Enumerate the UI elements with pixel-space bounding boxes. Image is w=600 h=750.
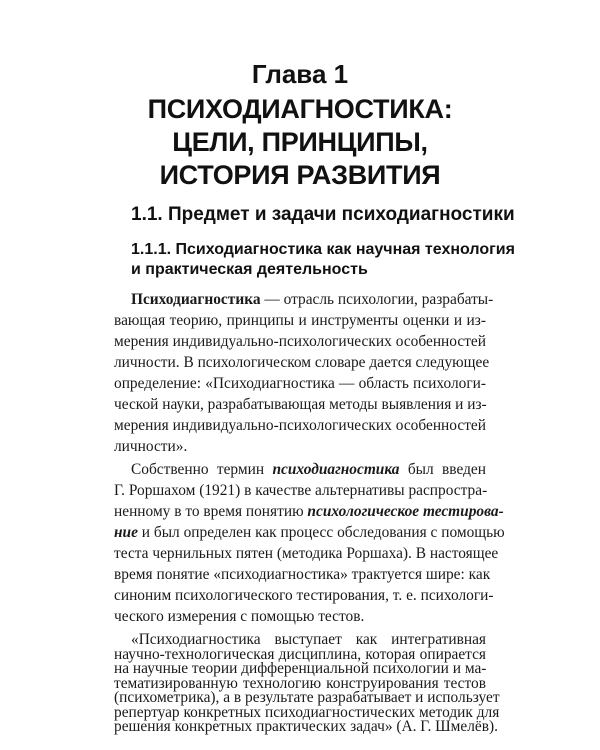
- paragraph-2-line: синоним психологического тестирования, т. е. психологи-: [114, 587, 494, 604]
- term-emphasis: ние: [114, 524, 138, 541]
- paragraph-2-line: [114, 501, 504, 522]
- paragraph-3-line: репертуар конкретных психодиагностических методик для: [114, 703, 500, 721]
- term-psychodiagnostics: Психодиагностика: [131, 291, 261, 308]
- text-run: и был определен как процесс обследования с помощью: [137, 524, 505, 541]
- subsection-heading-line-1: 1.1.1. Психодиагностика как научная технология: [131, 241, 515, 258]
- text-run: был введен: [399, 461, 486, 478]
- paragraph-3-line: тематизированную технологию конструирования тестов: [114, 674, 486, 692]
- paragraph-2-line: [114, 522, 505, 543]
- section-heading: 1.1. Предмет и задачи психодиагностики: [131, 204, 515, 225]
- paragraph-3-line: (психометрика), а в результате разрабатывает и использует: [114, 689, 500, 706]
- paragraph-1-line: ческой науки, разрабатывающая методы выявления и из-: [114, 396, 487, 413]
- text-run: — отрасль психологии, разрабаты-: [260, 291, 494, 308]
- text-run: ненному в то время понятию: [114, 503, 308, 520]
- paragraph-1-line: [131, 289, 494, 310]
- paragraph-3-line: на научные теории дифференциальной психологии и ма-: [114, 660, 487, 677]
- chapter-title-line-3: ИСТОРИЯ РАЗВИТИЯ: [159, 160, 441, 190]
- term-emphasis: психодиагностика: [272, 461, 400, 478]
- paragraph-2-line: время понятие «психодиагностика» трактуется шире: как: [114, 566, 491, 583]
- paragraph-1-line: вающая теорию, принципы и инструменты оценки и из-: [114, 312, 486, 329]
- chapter-title-line-1: ПСИХОДИАГНОСТИКА:: [147, 94, 453, 124]
- paragraph-1-line: личности».: [114, 438, 188, 455]
- paragraph-3-line: научно-технологическая дисциплина, которая опирается: [114, 645, 486, 663]
- paragraph-3-line: «Психодиагностика выступает как интегративная: [131, 631, 486, 648]
- paragraph-2-line: теста чернильных пятен (методика Роршаха). В настоящее: [114, 545, 499, 562]
- chapter-label: Глава 1: [251, 59, 349, 89]
- chapter-title-line-2: ЦЕЛИ, ПРИНЦИПЫ,: [172, 127, 428, 157]
- paragraph-1-line: личности. В психологическом словаре дается следующее: [114, 354, 490, 371]
- paragraph-1-line: мерения индивидуально-психологических особенностей: [114, 333, 486, 350]
- paragraph-3-line: решения конкретных практических задач» (А. Г. Шмелёв).: [114, 718, 499, 735]
- paragraph-2-line: ческого измерения с помощью тестов.: [114, 608, 365, 625]
- paragraph-2-line: [131, 459, 486, 480]
- paragraph-1-line: определение: «Психодиагностика — область психологи-: [114, 375, 486, 392]
- paragraph-1-line: мерения индивидуально-психологических особенностей: [114, 417, 486, 434]
- term-emphasis: психологическое тестирова-: [307, 503, 504, 520]
- subsection-heading-line-2: и практическая деятельность: [131, 261, 368, 278]
- paragraph-2-line: Г. Роршахом (1921) в качестве альтернативы распростра-: [114, 482, 488, 499]
- text-run: Собственно термин: [131, 461, 273, 478]
